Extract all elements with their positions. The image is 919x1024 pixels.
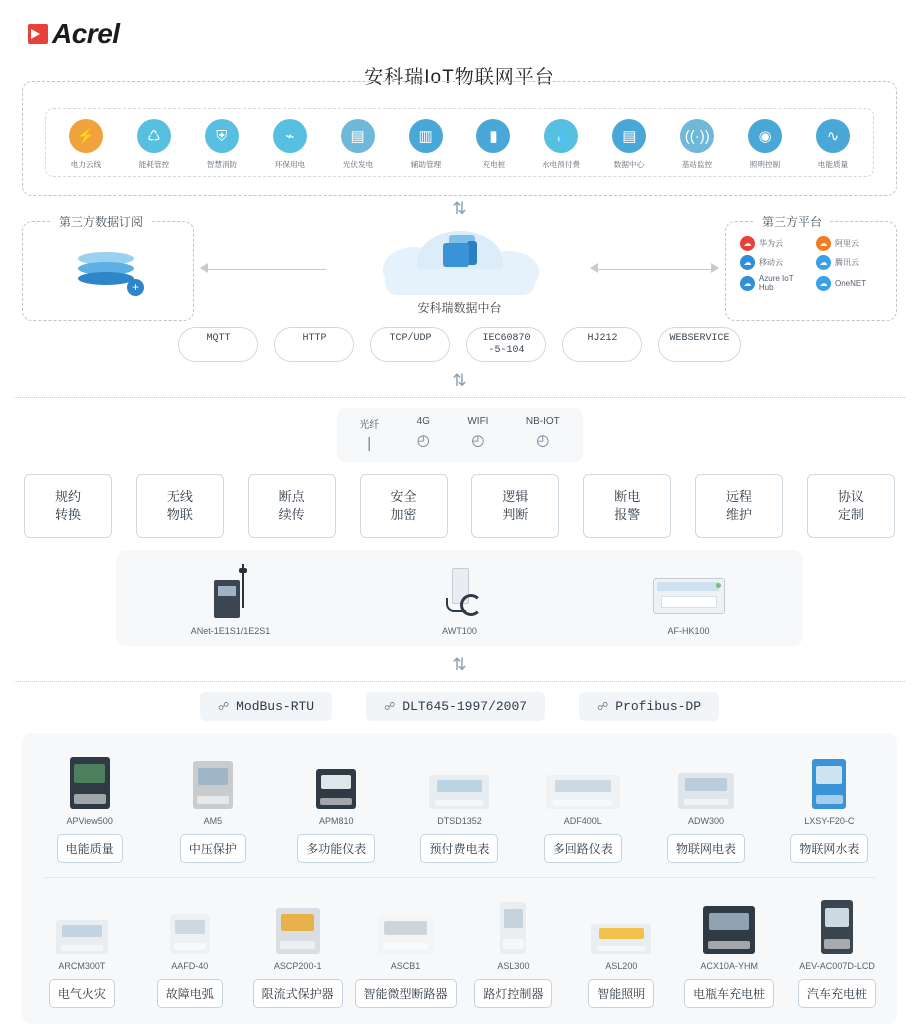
data-hub-row [22,215,897,321]
ebike-charger-icon [703,906,755,954]
protocol-pill: HJ212 [562,327,642,362]
product-cell[interactable] [157,747,269,863]
third-party-logo-item[interactable] [740,255,810,270]
protocol-pill: IEC60870 -5-104 [466,327,546,362]
product-cell[interactable] [460,892,568,1008]
product-code: AEV-AC007D-LCD [799,961,875,971]
fieldbus-label: ModBus-RTU [236,699,315,714]
third-party-logo-label: 腾讯云 [835,258,859,267]
product-tag[interactable]: 物联网水表 [790,834,868,863]
product-code: ADF400L [563,816,602,826]
product-row-1 [28,747,891,863]
streetlight-controller-icon [500,902,526,954]
antenna-icon: ((·)) [680,119,714,153]
third-party-logo-label: OneNET [835,278,867,288]
product-cell[interactable] [244,892,352,1008]
iot-water-meter-icon [812,759,846,809]
multicircuit-meter-icon [546,775,620,809]
water-drop-icon: 💧 [544,119,578,153]
iot-app-item[interactable] [527,119,595,170]
solar-panel-icon: ▤ [341,119,375,153]
iot-app-list [45,108,874,177]
product-code: ACX10A-YHM [700,961,758,971]
relay-protection-icon [193,761,233,809]
gateway-code: AWT100 [442,626,477,636]
fieldbus-label: DLT645-1997/2007 [402,699,528,714]
iot-app-label: 电力云线 [70,160,102,169]
electrical-fire-monitor-icon [56,920,108,954]
third-party-logo-item[interactable] [816,255,886,270]
list-item [614,564,764,636]
product-tag[interactable]: 汽车充电桩 [798,979,876,1008]
gateway-device-row [116,550,803,646]
divider-bottom [14,681,905,682]
iot-app-item[interactable] [392,119,460,170]
iot-platform-section [22,62,897,196]
cloud-power-icon: ⚡ [69,119,103,153]
cloud-caption: 安科瑞数据中台 [417,301,502,315]
tencent-cloud-icon: ☁ [816,255,831,270]
iot-app-label: 充电桩 [482,160,505,169]
product-cell[interactable] [527,747,639,863]
product-cell[interactable] [650,747,762,863]
fire-shield-icon: ⛨ [205,119,239,153]
third-party-logo-label: 阿里云 [835,239,859,248]
product-tag[interactable]: 智能微型断路器 [355,979,457,1008]
product-image [527,747,639,809]
product-tag[interactable]: 多功能仪表 [297,834,375,863]
product-panel [22,733,897,1024]
product-cell[interactable] [783,892,891,1008]
fieldbus-label: Profibus-DP [615,699,702,714]
communication-label: 4G [416,416,430,427]
bidirectional-arrow-bottom: ⇅ [452,655,467,674]
product-cell[interactable] [773,747,885,863]
communication-methods [337,408,583,462]
product-tag[interactable]: 智能照明 [588,979,654,1008]
product-code: ASL200 [605,961,638,971]
azure-icon: ☁ [740,276,755,291]
iot-platform-panel [22,81,897,196]
product-tag[interactable]: 电能质量 [57,834,123,863]
feature-box: 逻辑 判断 [471,474,559,538]
product-code: ASL300 [497,961,530,971]
third-party-logo-label: 华为云 [759,239,783,248]
third-party-logo-item[interactable] [740,236,810,251]
iot-app-item[interactable] [460,119,528,170]
iot-app-item[interactable] [52,119,120,170]
leaf-recycle-icon: ♺ [137,119,171,153]
communication-item [417,416,430,452]
iot-app-label: 照明控制 [749,160,781,169]
feature-box: 协议 定制 [807,474,895,538]
feature-box: 断点 续传 [248,474,336,538]
iot-app-label: 辅助管理 [410,160,441,169]
communication-label: WIFI [467,416,489,427]
ev-charger-icon [821,900,853,954]
prepaid-meter-icon [429,775,489,809]
smart-lighting-icon [591,924,651,954]
product-tag[interactable]: 限流式保护器 [253,979,343,1008]
divider-mid [14,397,905,398]
smart-mcb-icon [378,916,434,954]
feature-box: 远程 维护 [695,474,783,538]
bidirectional-arrow-mid: ⇅ [452,371,467,390]
product-image [403,747,515,809]
link-icon: ☍ [217,701,230,714]
charge-pile-icon: ▮ [476,119,510,153]
iot-app-label: 能耗管控 [138,160,170,169]
gateway-code: AF-HK100 [667,626,710,636]
third-party-logo-item[interactable] [816,274,886,292]
iot-app-label: 基站监控 [682,160,713,169]
product-image [280,747,392,809]
iot-app-item[interactable] [595,119,663,170]
product-code: AAFD-40 [171,961,209,971]
product-code: ARCM300T [58,961,106,971]
product-tag[interactable]: 预付费电表 [420,834,498,863]
signal-wifi-icon: ◴ [416,432,430,449]
fieldbus-pill [366,692,545,721]
signal-wifi-icon: ◴ [536,432,550,449]
protocol-pill: HTTP [274,327,354,362]
iot-app-item[interactable] [188,119,256,170]
list-item [156,564,306,636]
iot-app-label: 水电预付费 [542,160,581,169]
arc-fault-detector-icon [170,914,210,954]
arrow-right-exchange [585,221,726,319]
gateway-code: ANet-1E1S1/1E2S1 [190,626,271,636]
product-image [783,892,891,954]
protocol-pill: TCP/UDP [370,327,450,362]
protocol-pill: MQTT [178,327,258,362]
iot-app-item[interactable] [324,119,392,170]
communication-item [526,416,560,452]
waveform-icon: ∿ [816,119,850,153]
cloud-server-icon [375,225,545,297]
third-party-logo-label: 移动云 [759,258,783,267]
product-code: APM810 [318,816,354,826]
product-image [244,892,352,954]
third-party-subscribe-panel [22,215,194,321]
eco-plug-icon: ⌁ [273,119,307,153]
product-code: DTSD1352 [437,816,482,826]
communication-item [359,416,379,452]
subscribe-panel-title: 第三方数据订阅 [51,213,151,230]
fieldbus-pill [200,692,332,721]
feature-box: 断电 报警 [583,474,671,538]
product-tag[interactable]: 多回路仪表 [544,834,622,863]
iot-app-item[interactable] [663,119,731,170]
feature-box: 规约 转换 [24,474,112,538]
product-image [650,747,762,809]
product-image [567,892,675,954]
brand-logo [0,0,919,56]
brand-name: Acrel [52,18,120,49]
third-party-platform-panel [725,215,897,321]
product-cell[interactable] [675,892,783,1008]
gateway-device-icon [156,564,306,618]
product-code: AM5 [203,816,223,826]
link-icon: ☍ [597,701,609,714]
page-title: 安科瑞IoT物联网平台 [364,67,555,88]
bulb-icon: ◉ [748,119,782,153]
onenet-icon: ☁ [816,276,831,291]
fieldbus-pill [579,692,719,721]
iot-app-label: 光伏发电 [342,160,373,169]
third-party-logo-item[interactable] [816,236,886,251]
product-cell[interactable] [352,892,460,1008]
power-quality-analyzer-icon [70,757,110,809]
feature-box: 安全 加密 [360,474,448,538]
product-tag[interactable]: 电气火灾 [49,979,115,1008]
product-cell[interactable] [34,747,146,863]
bidirectional-arrow-top: ⇅ [452,199,467,218]
product-image [675,892,783,954]
iot-app-label: 环保用电 [274,160,305,169]
book-manage-icon: ▥ [409,119,443,153]
third-party-logo-label: Azure IoT Hub [758,274,794,292]
product-image [460,892,568,954]
aliyun-icon: ☁ [816,236,831,251]
product-image [136,892,244,954]
din-rail-gateway-icon [614,564,764,618]
third-party-logo-item[interactable] [740,274,810,292]
product-code: LXSY-F20-C [804,816,855,826]
product-tag[interactable]: 路灯控制器 [474,979,552,1008]
huawei-cloud-icon: ☁ [740,236,755,251]
acrel-play-logo [28,24,48,44]
fieldbus-protocol-row [0,692,919,721]
link-icon: ☍ [384,701,396,714]
database-plus-icon: + [78,248,138,294]
product-code: ASCP200-1 [273,961,322,971]
iot-app-item[interactable] [731,119,799,170]
list-item [385,564,535,636]
iot-app-item[interactable] [256,119,324,170]
iot-app-label: 电能质量 [817,160,849,169]
protocol-pill: WEBSERVICE [658,327,740,362]
iot-app-label: 智慧消防 [206,160,237,169]
product-code: APView500 [66,816,113,826]
arrow-left-exchange [194,221,335,319]
data-platform-cloud [335,221,585,316]
divider-products [44,877,875,878]
wireless-transmitter-icon [385,564,535,618]
mobile-cloud-icon: ☁ [740,255,755,270]
iot-meter-icon [678,773,734,809]
database-icon: ▤ [612,119,646,153]
product-code: ADW300 [688,816,725,826]
iot-app-item[interactable] [799,119,867,170]
multifunction-meter-icon [316,769,356,809]
product-image [157,747,269,809]
iot-app-label: 数据中心 [614,160,645,169]
product-code: ASCB1 [390,961,421,971]
communication-label: NB-IOT [525,416,560,427]
product-cell[interactable] [403,747,515,863]
signal-wifi-icon: ◴ [471,432,485,449]
product-image [773,747,885,809]
product-cell[interactable] [136,892,244,1008]
product-tag[interactable]: 中压保护 [180,834,246,863]
feature-box: 无线 物联 [136,474,224,538]
iot-app-item[interactable] [120,119,188,170]
product-tag[interactable]: 故障电弧 [157,979,223,1008]
product-row-2 [28,892,891,1008]
communication-label: 光纤 [359,420,380,431]
product-cell[interactable] [567,892,675,1008]
product-image [34,747,146,809]
product-cell[interactable] [280,747,392,863]
third-party-logo-list [726,222,896,292]
product-image [28,892,136,954]
product-tag[interactable]: 电瓶车充电桩 [684,979,774,1008]
fiber-line-icon: | [367,435,372,452]
product-image [352,892,460,954]
communication-item [467,416,488,452]
current-limit-protector-icon [276,908,320,954]
product-cell[interactable] [28,892,136,1008]
third-party-panel-title: 第三方平台 [754,213,830,230]
product-tag[interactable]: 物联网电表 [667,834,745,863]
protocol-pill-row [0,327,919,362]
feature-row [24,474,895,538]
